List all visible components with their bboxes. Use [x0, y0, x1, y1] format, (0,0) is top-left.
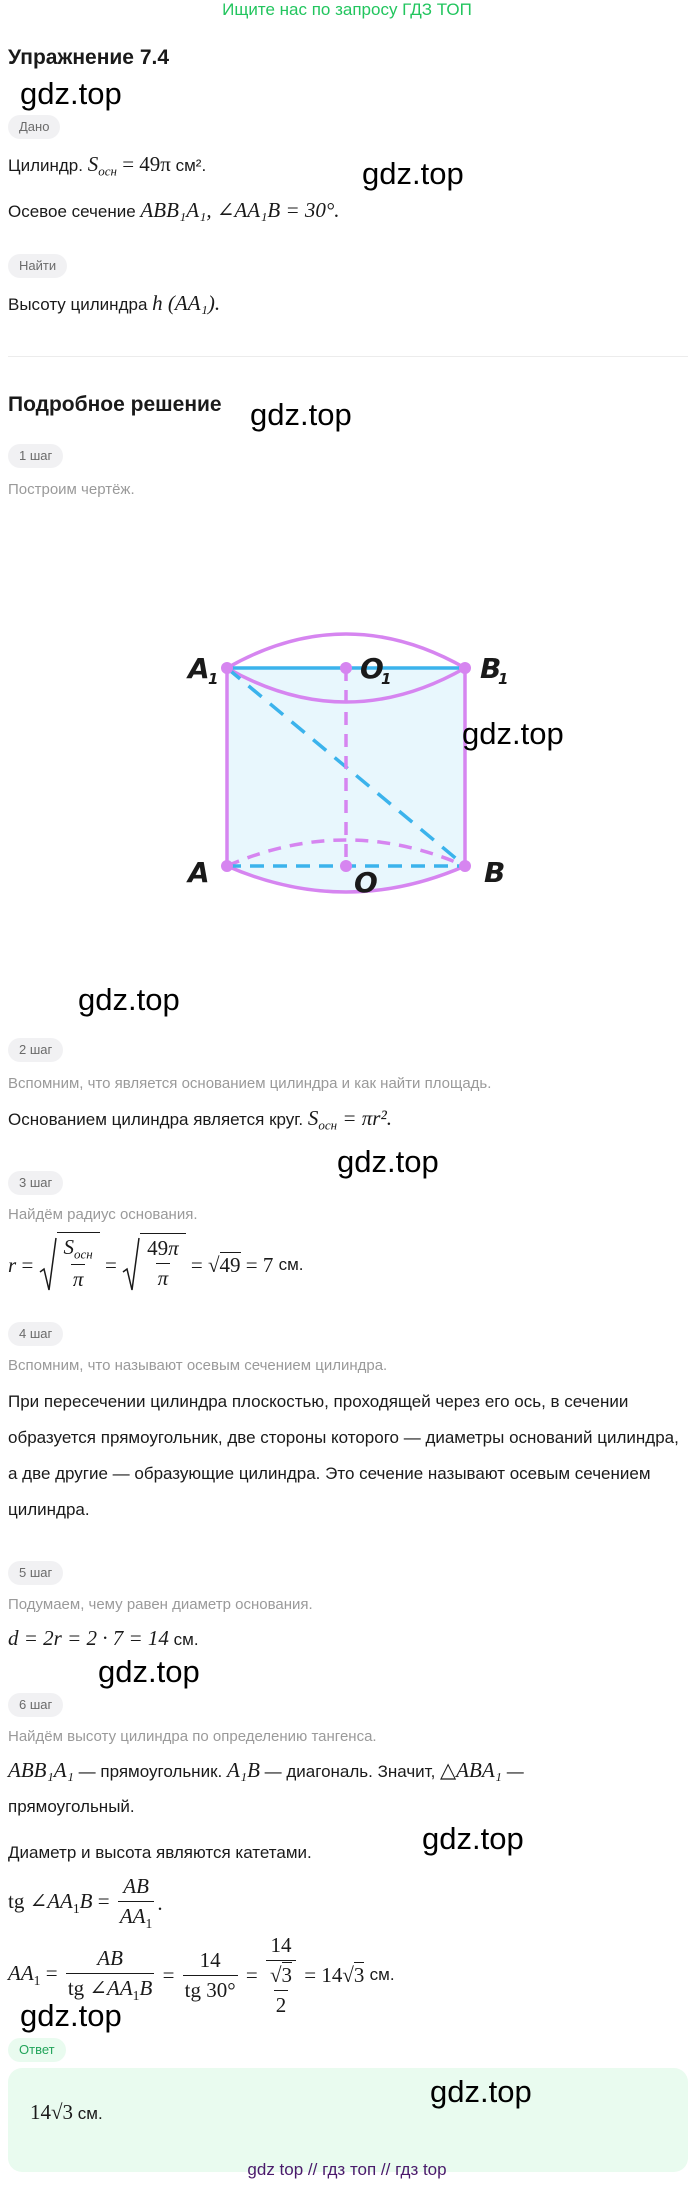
step-hint: Построим чертёж. [8, 481, 135, 498]
height-formula: $AA_1$ = $\frac{AB}{tg \angle AA_1B}$ = $\frac{14}{tg 30^\circ}$ = $\frac{14}{\frac{√3}{2}}$ = 14√3 см. [8, 1932, 395, 2017]
label-b1-sub: 1 [498, 670, 509, 688]
point-a1 [221, 662, 233, 674]
label-a1-sub: 1 [208, 670, 219, 688]
point-b [459, 860, 471, 872]
cylinder-diagram [170, 600, 530, 930]
tangent-formula: tg $\angle AA_1B$ = $\frac{AB}{AA_1}$ . [8, 1873, 163, 1932]
footer-links[interactable]: gdz top // гдз топ // гдз top [247, 2160, 447, 2179]
watermark: gdz.top [462, 716, 564, 751]
step-hint: Вспомним, что является основанием цилиндра и как найти площадь. [8, 1075, 492, 1092]
point-o [340, 860, 352, 872]
step-text: ABB₁A₁ — прямоугольник. A₁B — диагональ. Значит, △ABA₁ — [8, 1758, 524, 1782]
watermark: gdz.top [20, 76, 122, 111]
answer-box [8, 2068, 688, 2172]
step-text: Диаметр и высота являются катетами. [8, 1843, 312, 1862]
label-a: A [188, 856, 210, 889]
label-b1: B [480, 652, 502, 685]
watermark: gdz.top [78, 982, 180, 1017]
watermark: gdz.top [430, 2074, 532, 2109]
step-badge: 5 шаг [8, 1561, 63, 1585]
answer-value: 14√3 см. [30, 2100, 103, 2124]
label-b: B [484, 856, 506, 889]
solution-title: Подробное решение [8, 393, 222, 416]
answer-badge: Ответ [8, 2038, 66, 2062]
watermark: gdz.top [362, 156, 464, 191]
step-hint: Найдём высоту цилиндра по определению тангенса. [8, 1728, 377, 1745]
step-badge: 3 шаг [8, 1171, 63, 1195]
step-paragraph: При пересечении цилиндра плоскостью, проходящей через его ось, в сечении образуется прямоугольник, две стороны которого — диаметры оснований цилиндра, а две другие — образующие цилиндра. Это сечение называют осевым сечением цилиндра. [8, 1392, 679, 1519]
step-badge: 1 шаг [8, 444, 63, 468]
step-badge: 4 шаг [8, 1322, 63, 1346]
divider [8, 356, 688, 357]
find-badge: Найти [8, 254, 67, 278]
watermark: gdz.top [250, 397, 352, 432]
find-line: Высоту цилиндра h (AA₁). [8, 291, 221, 315]
label-o1-sub: 1 [381, 670, 392, 688]
point-a [221, 860, 233, 872]
radius-formula: r = $\frac{S_{осн}}{\pi}$ = $\frac{49\pi}{\pi}$ = √49 = 7 см. [8, 1232, 304, 1298]
point-o1 [340, 662, 352, 674]
step-hint: Подумаем, чему равен диаметр основания. [8, 1596, 313, 1613]
step-hint: Вспомним, что называют осевым сечением цилиндра. [8, 1357, 388, 1374]
diameter-formula: d = 2r = 2 · 7 = 14 см. [8, 1626, 199, 1650]
watermark: gdz.top [20, 1998, 122, 2033]
label-o1: O [360, 652, 384, 685]
watermark: gdz.top [98, 1654, 200, 1689]
step-hint: Найдём радиус основания. [8, 1206, 198, 1223]
label-a1: A [188, 652, 210, 685]
step-text: прямоугольный. [8, 1797, 135, 1816]
given-line-2: Осевое сечение ABB₁A₁, ∠AA₁B = 30°. [8, 198, 340, 222]
label-o: O [354, 866, 378, 899]
step-text: Основанием цилиндра является круг. $S_{осн} = \pi r^2$. [8, 1106, 393, 1133]
given-badge: Дано [8, 115, 60, 139]
step-badge: 6 шаг [8, 1693, 63, 1717]
watermark: gdz.top [422, 1821, 524, 1856]
given-line-1: Цилиндр. $S_{осн} = 49\pi$ см². [8, 152, 207, 179]
top-search-link[interactable]: Ищите нас по запросу ГДЗ ТОП [222, 0, 472, 19]
step-badge: 2 шаг [8, 1038, 63, 1062]
watermark: gdz.top [337, 1144, 439, 1179]
point-b1 [459, 662, 471, 674]
page-title: Упражнение 7.4 [8, 46, 170, 69]
